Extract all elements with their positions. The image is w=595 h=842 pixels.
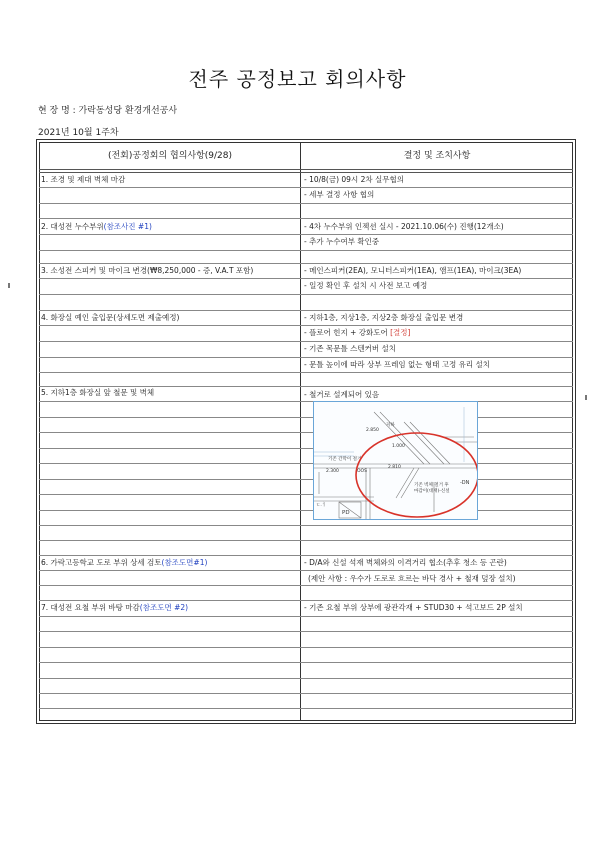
row-rule xyxy=(39,310,573,311)
row-rule xyxy=(39,693,573,694)
item-5-topic: 5. 지하1층 화장실 앞 철문 및 벽체 xyxy=(41,388,155,397)
row-rule xyxy=(39,678,573,679)
row-rule xyxy=(39,479,573,480)
item-4-action-3: - 기존 목문틀 스텐커버 설치 xyxy=(304,344,396,353)
room-label: ㄷ.ㅓ xyxy=(316,503,327,508)
row-rule xyxy=(39,386,573,387)
scan-mark xyxy=(8,283,10,288)
dim-label: 2.810 xyxy=(388,465,401,470)
dim-label: 기존 간막이 철거 xyxy=(328,457,362,462)
decision-tag: [결정] xyxy=(390,328,411,337)
item-4-action-4: - 문틀 높이에 따라 상부 프레임 없는 형태 고정 유리 설치 xyxy=(304,360,490,369)
room-label: 지하 xyxy=(386,423,395,428)
pd-label: PD xyxy=(342,510,350,516)
row-rule xyxy=(39,616,573,617)
item-2-action-1: - 4차 누수부위 인젝션 실시 - 2021.10.06(수) 진행(12개소) xyxy=(304,222,504,231)
highlight-circle xyxy=(356,433,478,517)
row-rule xyxy=(39,494,573,495)
row-rule xyxy=(39,432,573,433)
item-2-action-2: - 추가 누수여부 확인중 xyxy=(304,237,380,246)
row-rule xyxy=(39,555,573,556)
item-3-action-2: - 일정 확인 후 설치 시 사전 보고 예정 xyxy=(304,281,428,290)
dim-label: 2.300 xyxy=(326,469,339,474)
item-3-topic: 3. 소성전 스피커 및 마이크 변경(₩8,250,000 - 증, V.A.T 포함) xyxy=(41,266,254,275)
row-rule xyxy=(39,218,573,219)
item-7-action-1: - 기존 요철 부위 상부에 광관각재 + STUD30 + 석고보드 2P 설치 xyxy=(304,603,523,612)
item-4-action-2: - 플로어 힌지 + 강화도어 [결정] xyxy=(304,328,411,337)
floor-plan-svg xyxy=(314,402,478,520)
row-rule xyxy=(39,417,573,418)
item-2-reference: (참조사진 #1) xyxy=(103,222,152,231)
item-4-action-1: - 지하1층, 지상1층, 지상2층 화장실 출입문 변경 xyxy=(304,313,464,322)
item-7-topic: 7. 대성전 요철 부위 바탕 마감(참조도면 #2) xyxy=(41,603,189,612)
item-5-action-1: - 철거로 설계되어 있음 xyxy=(304,390,380,399)
row-rule xyxy=(39,250,573,251)
row-rule xyxy=(39,401,573,402)
header-left: (전회)공정회의 협의사항(9/28) xyxy=(107,151,233,161)
site-name: 현 장 명 : 가락동성당 환경개선공사 xyxy=(38,106,178,116)
note-label: 마감이(대재)-신설 xyxy=(414,489,450,494)
row-rule xyxy=(39,708,573,709)
item-6-action-2: (제안 사항 : 우수가 도로로 흐르는 바닥 경사 + 철재 덮장 설치) xyxy=(308,574,516,583)
row-rule xyxy=(39,341,573,342)
header-rule xyxy=(39,172,573,173)
item-4-topic: 4. 화장실 예인 출입문(상세도면 제출예정) xyxy=(41,313,180,322)
row-rule xyxy=(39,570,573,571)
item-1-action-2: - 세부 결정 사항 협의 xyxy=(304,190,375,199)
row-rule xyxy=(39,662,573,663)
item-3-action-1: - 메인스피커(2EA), 모니터스피커(1EA), 앰프(1EA), 마이크(3EA) xyxy=(304,266,522,275)
row-rule xyxy=(39,372,573,373)
row-rule xyxy=(39,294,573,295)
report-week: 2021년 10월 1주차 xyxy=(38,128,119,138)
item-6-topic: 6. 가락고등학교 도로 부위 상세 검토(참조도면#1) xyxy=(41,558,208,567)
row-rule xyxy=(39,357,573,358)
floor-plan-drawing xyxy=(313,401,478,520)
row-rule xyxy=(39,540,573,541)
page-title: 전주 공정보고 회의사항 xyxy=(188,67,407,91)
note-label: 기존 벽체 철거 후 xyxy=(414,483,449,488)
row-rule xyxy=(39,448,573,449)
item-6-action-1: - D/A와 신설 석재 벽체와의 이격거리 협소(추후 청소 등 곤란) xyxy=(304,558,507,567)
item-7-reference: (참조도면 #2) xyxy=(139,603,189,612)
row-rule xyxy=(39,325,573,326)
item-2-topic: 2. 대성전 누수부위(참조사진 #1) xyxy=(41,222,152,231)
dim-label: 1.000 xyxy=(392,444,405,449)
row-rule xyxy=(39,631,573,632)
row-rule xyxy=(39,263,573,264)
row-rule xyxy=(39,647,573,648)
header-right: 결정 및 조치사항 xyxy=(403,151,471,161)
item-1-topic: 1. 조경 및 제대 벽체 마감 xyxy=(41,175,126,184)
item-1-action-1: - 10/8(금) 09시 2차 실무협의 xyxy=(304,175,404,184)
row-rule xyxy=(39,187,573,188)
row-rule xyxy=(39,510,573,511)
header-rule xyxy=(39,169,573,170)
row-rule xyxy=(39,203,573,204)
row-rule xyxy=(39,234,573,235)
stair-label: -DN xyxy=(460,480,470,486)
scan-mark xyxy=(585,395,587,400)
dim-label: 2.850 xyxy=(366,428,379,433)
row-rule xyxy=(39,600,573,601)
row-rule xyxy=(39,525,573,526)
dim-label: OOS xyxy=(357,469,367,474)
row-rule xyxy=(39,585,573,586)
row-rule xyxy=(39,463,573,464)
row-rule xyxy=(39,278,573,279)
item-6-reference: (참조도면#1) xyxy=(161,558,208,567)
